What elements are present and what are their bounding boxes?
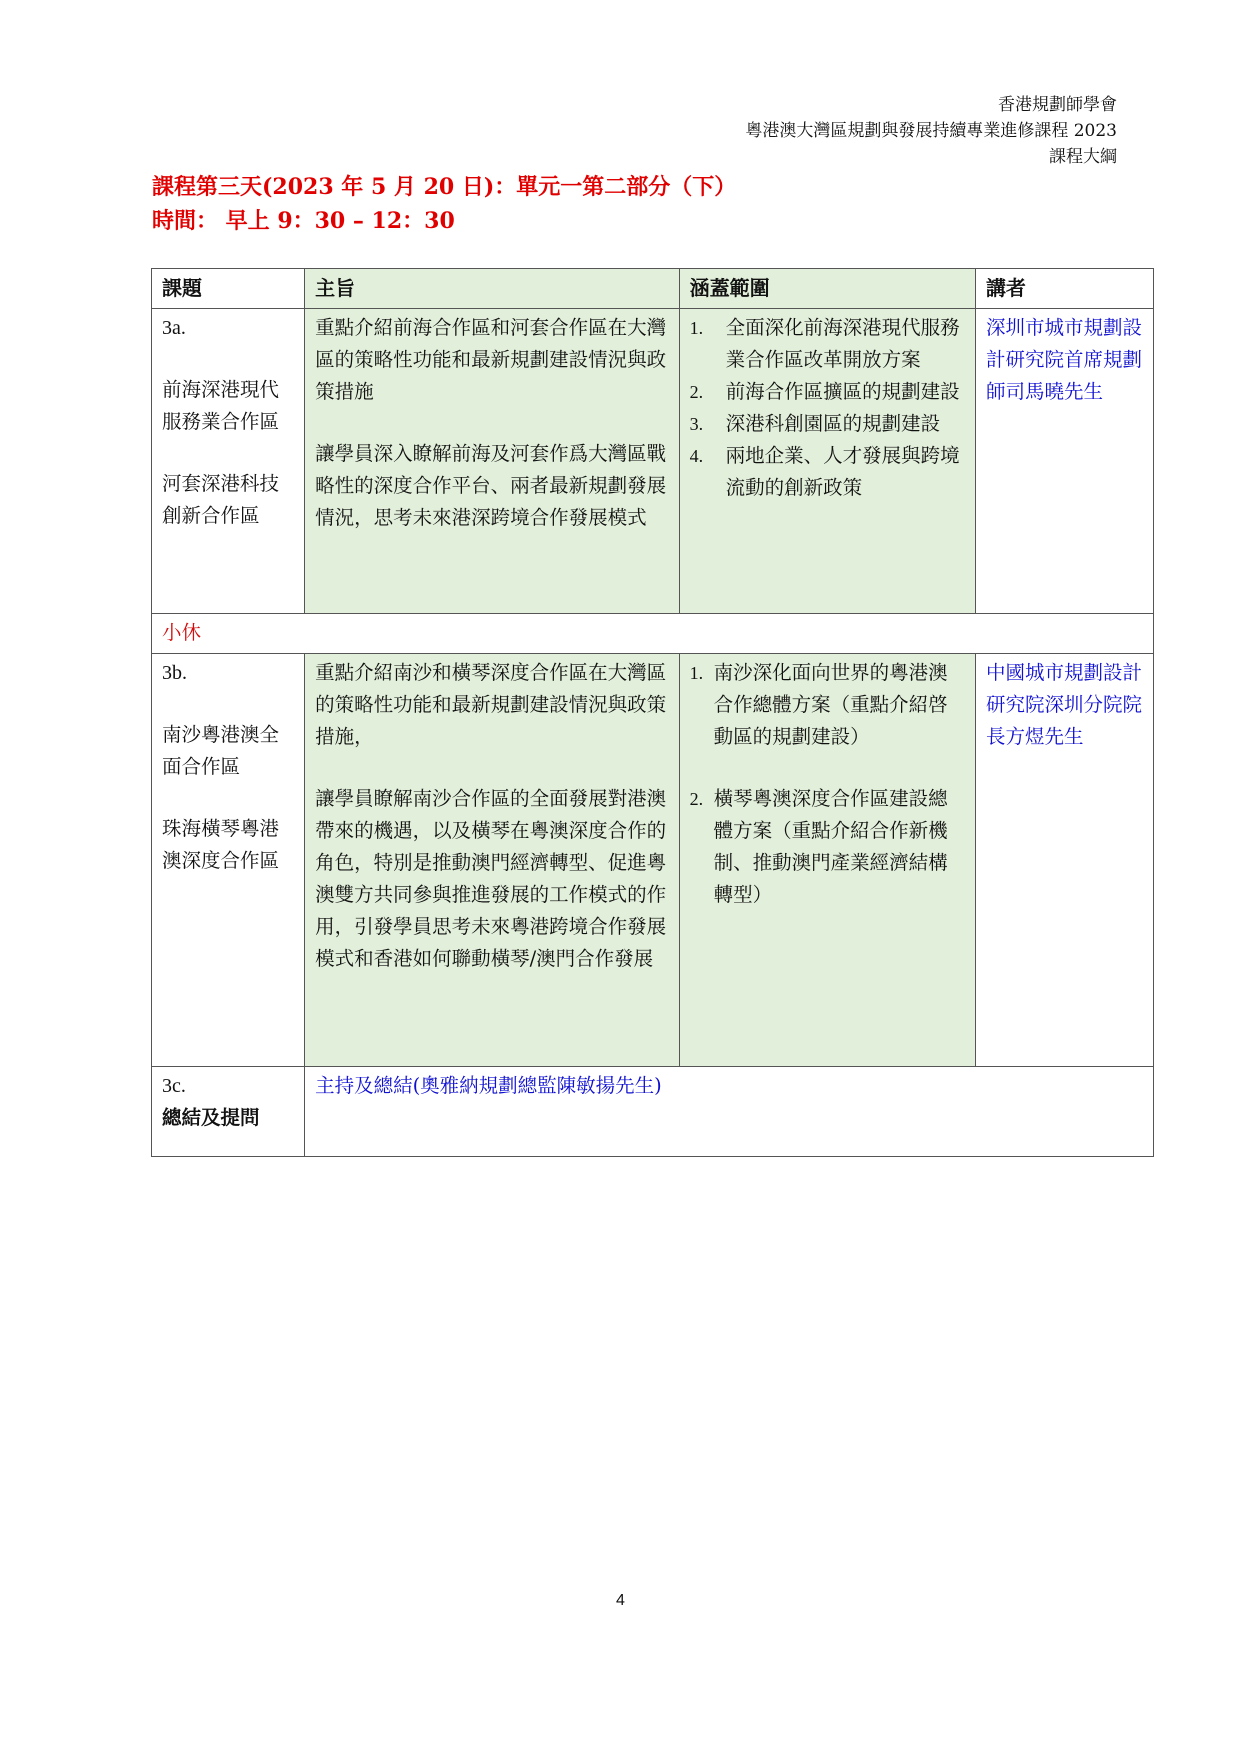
speaker-cell-3a: 深圳市城市規劃設計研究院首席規劃師司馬曉先生 — [975, 309, 1153, 614]
coverage-list-3a — [690, 312, 965, 504]
topic-code-3c: 3c. — [162, 1075, 186, 1097]
header-course-name: 粵港澳大灣區規劃與發展持續專業進修課程 2023 — [745, 121, 1117, 141]
topic-name-3a-2: 河套深港科技創新合作區 — [162, 472, 280, 527]
header-main: 主旨 — [305, 269, 680, 309]
break-row — [152, 614, 1154, 654]
topic-name-3c: 總結及提問 — [162, 1106, 260, 1129]
break-label: 小休 — [152, 614, 1154, 654]
topic-cell-3a — [152, 309, 305, 614]
topic-name-3b-1: 南沙粵港澳全面合作區 — [162, 723, 280, 778]
list-item: 4. 兩地企業、人才發展與跨境流動的創新政策 — [689, 444, 960, 499]
main-text-3b-2: 讓學員瞭解南沙合作區的全面發展對港澳帶來的機遇，以及橫琴在粵澳深度合作的角色，特別是推動澳門經濟轉型、促進粵澳雙方共同參與推進發展的工作模式的作用，引發學員思考未來粵港跨境合作發展模式和香港如何聯動橫琴/澳門合作發展 — [315, 787, 667, 970]
table-row-3a — [152, 309, 1154, 614]
main-text-3b-1: 重點介紹南沙和橫琴深度合作區在大灣區的策略性功能和最新規劃建設情況與政策措施， — [315, 661, 667, 748]
header-topic: 課題 — [152, 269, 305, 309]
coverage-list-3b — [690, 657, 965, 911]
header-organization: 香港規劃師學會 — [998, 95, 1117, 115]
document-header — [745, 92, 1117, 170]
list-item: 1. 全面深化前海深港現代服務業合作區改革開放方案 — [689, 316, 960, 371]
page-number: 4 — [616, 1592, 625, 1609]
list-item: 2. 橫琴粵澳深度合作區建設總體方案（重點介紹合作新機制、推動澳門產業經濟結構轉型） — [689, 787, 948, 906]
topic-name-3b-2: 珠海橫琴粵港澳深度合作區 — [162, 817, 280, 872]
main-text-3a-2: 讓學員深入瞭解前海及河套作爲大灣區戰略性的深度合作平台、兩者最新規劃發展情況，思考未來港深跨境合作發展模式 — [315, 442, 667, 529]
syllabus-table — [151, 268, 1154, 1157]
coverage-cell-3b — [679, 654, 975, 1067]
session-title-block — [152, 170, 736, 238]
topic-name-3a-1: 前海深港現代服務業合作區 — [162, 378, 280, 433]
header-speaker: 講者 — [975, 269, 1153, 309]
topic-cell-3c — [152, 1067, 305, 1157]
table-header-row — [152, 269, 1154, 309]
list-item: 3. 深港科創園區的規劃建設 — [689, 412, 941, 435]
header-coverage: 涵蓋範圍 — [679, 269, 975, 309]
main-cell-3b — [305, 654, 680, 1067]
topic-code-3b: 3b. — [162, 662, 187, 684]
host-cell-3c: 主持及總結(奧雅納規劃總監陳敏揚先生) — [305, 1067, 1154, 1157]
coverage-cell-3a — [679, 309, 975, 614]
topic-code-3a: 3a. — [162, 317, 186, 339]
list-item: 1. 南沙深化面向世界的粵港澳合作總體方案（重點介紹啓動區的規劃建設） — [689, 661, 948, 748]
session-title: 課程第三天(2023 年 5 月 20 日)：單元一第二部分（下） — [152, 174, 737, 200]
topic-cell-3b — [152, 654, 305, 1067]
table-row-3c — [152, 1067, 1154, 1157]
table-row-3b — [152, 654, 1154, 1067]
main-text-3a-1: 重點介紹前海合作區和河套合作區在大灣區的策略性功能和最新規劃建設情況與政策措施 — [315, 316, 667, 403]
main-cell-3a — [305, 309, 680, 614]
list-item: 2. 前海合作區擴區的規劃建設 — [689, 380, 960, 403]
speaker-cell-3b: 中國城市規劃設計研究院深圳分院院長方煜先生 — [975, 654, 1153, 1067]
session-time: 時間： 早上 9：30 – 12：30 — [152, 208, 455, 234]
header-doc-type: 課程大綱 — [1049, 147, 1117, 167]
